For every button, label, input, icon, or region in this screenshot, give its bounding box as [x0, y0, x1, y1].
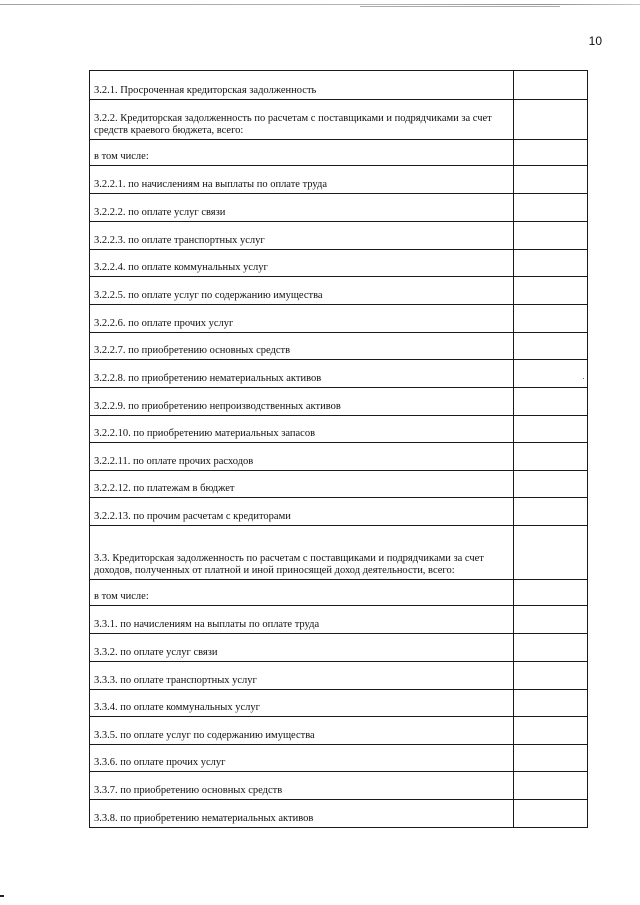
table-row — [90, 634, 588, 662]
table-row — [90, 388, 588, 416]
row-label: 3.3.1. по начислениям на выплаты по оплате труда — [90, 606, 514, 634]
table-row — [90, 800, 588, 828]
row-value-cell — [514, 606, 588, 634]
row-value-cell — [514, 100, 588, 140]
row-label: 3.2.2.13. по прочим расчетам с кредиторами — [90, 498, 514, 526]
table-row — [90, 606, 588, 634]
row-label: 3.2.2.3. по оплате транспортных услуг — [90, 222, 514, 250]
table-row — [90, 222, 588, 250]
row-value-cell — [514, 471, 588, 498]
row-label: 3.3.4. по оплате коммунальных услуг — [90, 690, 514, 717]
row-label: 3.3.8. по приобретению нематериальных активов — [90, 800, 514, 828]
row-label: 3.3.7. по приобретению основных средств — [90, 772, 514, 800]
scan-edge-line-secondary — [360, 6, 560, 7]
row-value-cell — [514, 333, 588, 360]
table-row — [90, 250, 588, 277]
table-row — [90, 471, 588, 498]
row-value-cell — [514, 745, 588, 772]
row-label: 3.2.1. Просроченная кредиторская задолженность — [90, 71, 514, 100]
row-value-cell — [514, 690, 588, 717]
row-label: 3.3.6. по оплате прочих услуг — [90, 745, 514, 772]
row-value-cell — [514, 416, 588, 443]
row-value-cell — [514, 166, 588, 194]
scan-margin-mark — [0, 895, 4, 897]
row-label: 3.2.2.7. по приобретению основных средств — [90, 333, 514, 360]
row-value-cell — [514, 800, 588, 828]
table-row — [90, 580, 588, 606]
table-row — [90, 416, 588, 443]
table-row — [90, 166, 588, 194]
row-value-cell — [514, 634, 588, 662]
row-label: 3.3.2. по оплате услуг связи — [90, 634, 514, 662]
row-label: в том числе: — [90, 140, 514, 166]
table-row — [90, 360, 588, 388]
liabilities-table — [89, 70, 588, 828]
row-value-cell — [514, 662, 588, 690]
table-row — [90, 100, 588, 140]
table-row — [90, 305, 588, 333]
row-value-cell — [514, 772, 588, 800]
row-label: 3.2.2.10. по приобретению материальных запасов — [90, 416, 514, 443]
table-row — [90, 140, 588, 166]
row-label: 3.2.2.6. по оплате прочих услуг — [90, 305, 514, 333]
table-row — [90, 690, 588, 717]
table-row — [90, 662, 588, 690]
row-label: 3.2.2.9. по приобретению непроизводственных активов — [90, 388, 514, 416]
table-row — [90, 745, 588, 772]
row-value-cell — [514, 388, 588, 416]
row-value-cell — [514, 717, 588, 745]
row-label: 3.2.2.11. по оплате прочих расходов — [90, 443, 514, 471]
row-value-cell — [514, 250, 588, 277]
row-label: 3.3. Кредиторская задолженность по расчетам с поставщиками и подрядчиками за счет доходов, полученных от платной и иной приносящей доход деятельности, всего: — [90, 526, 514, 580]
row-value-cell — [514, 194, 588, 222]
table-row — [90, 277, 588, 305]
table-row — [90, 717, 588, 745]
table-row — [90, 333, 588, 360]
row-value-cell — [514, 526, 588, 580]
table-row — [90, 498, 588, 526]
row-value-cell — [514, 277, 588, 305]
row-label: 3.2.2.5. по оплате услуг по содержанию имущества — [90, 277, 514, 305]
row-value-cell — [514, 222, 588, 250]
row-label: 3.3.5. по оплате услуг по содержанию имущества — [90, 717, 514, 745]
scan-edge-line — [0, 4, 640, 5]
row-value-cell — [514, 498, 588, 526]
row-label: 3.3.3. по оплате транспортных услуг — [90, 662, 514, 690]
table-row — [90, 71, 588, 100]
row-label: 3.2.2.12. по платежам в бюджет — [90, 471, 514, 498]
table-row — [90, 194, 588, 222]
row-value-cell — [514, 305, 588, 333]
row-label: 3.2.2.1. по начислениям на выплаты по оплате труда — [90, 166, 514, 194]
scan-speck — [583, 378, 584, 379]
row-label: в том числе: — [90, 580, 514, 606]
table-row — [90, 526, 588, 580]
row-label: 3.2.2.4. по оплате коммунальных услуг — [90, 250, 514, 277]
row-label: 3.2.2.8. по приобретению нематериальных активов — [90, 360, 514, 388]
row-label: 3.2.2. Кредиторская задолженность по расчетам с поставщиками и подрядчиками за счет средств краевого бюджета, всего: — [90, 100, 514, 140]
table-row — [90, 772, 588, 800]
row-value-cell — [514, 140, 588, 166]
row-value-cell — [514, 580, 588, 606]
row-label: 3.2.2.2. по оплате услуг связи — [90, 194, 514, 222]
row-value-cell — [514, 443, 588, 471]
page-number: 10 — [588, 34, 602, 48]
row-value-cell — [514, 360, 588, 388]
row-value-cell — [514, 71, 588, 100]
table-row — [90, 443, 588, 471]
